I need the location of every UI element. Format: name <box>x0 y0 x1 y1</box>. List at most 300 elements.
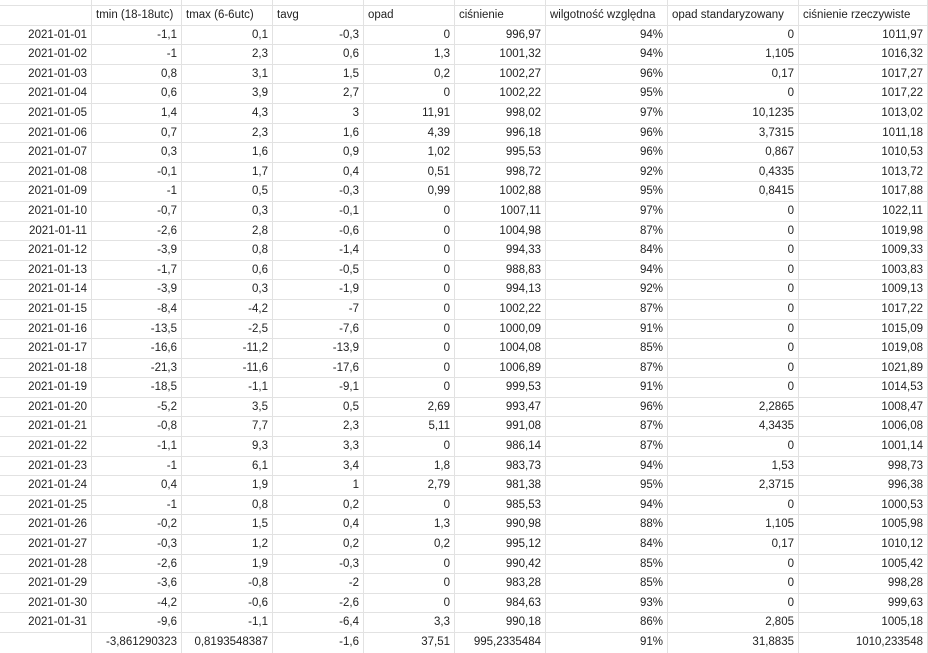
data-cell[interactable]: 0 <box>668 378 799 398</box>
header-cell[interactable]: tmin (18-18utc) <box>92 6 182 26</box>
data-cell[interactable]: 0,3 <box>92 143 182 163</box>
data-cell[interactable]: 95% <box>546 84 668 104</box>
data-cell[interactable]: 995,53 <box>455 143 546 163</box>
data-cell[interactable]: 2,8 <box>182 222 273 242</box>
data-cell[interactable]: 996,38 <box>799 476 928 496</box>
header-cell[interactable]: tmax (6-6utc) <box>182 6 273 26</box>
data-cell[interactable]: 3,1 <box>182 65 273 85</box>
date-cell[interactable]: 2021-01-04 <box>0 84 92 104</box>
data-cell[interactable]: 0,2 <box>364 65 455 85</box>
data-cell[interactable]: 1,3 <box>364 515 455 535</box>
data-cell[interactable]: -1 <box>92 45 182 65</box>
data-cell[interactable]: 85% <box>546 339 668 359</box>
date-cell[interactable]: 2021-01-25 <box>0 496 92 516</box>
data-cell[interactable]: 0 <box>668 574 799 594</box>
data-cell[interactable]: 94% <box>546 261 668 281</box>
data-cell[interactable]: -7,6 <box>273 320 364 340</box>
data-cell[interactable]: -0,2 <box>92 515 182 535</box>
data-cell[interactable]: 95% <box>546 182 668 202</box>
data-cell[interactable]: -3,9 <box>92 241 182 261</box>
header-cell[interactable]: ciśnienie rzeczywiste <box>799 6 928 26</box>
data-cell[interactable]: -16,6 <box>92 339 182 359</box>
data-cell[interactable]: 0 <box>364 300 455 320</box>
data-cell[interactable]: 91% <box>546 320 668 340</box>
data-cell[interactable]: 1019,98 <box>799 222 928 242</box>
data-cell[interactable]: 0 <box>364 241 455 261</box>
date-cell[interactable]: 2021-01-12 <box>0 241 92 261</box>
data-cell[interactable]: 0 <box>668 339 799 359</box>
data-cell[interactable]: -0,6 <box>182 594 273 614</box>
data-cell[interactable]: 1001,32 <box>455 45 546 65</box>
data-cell[interactable]: 0,5 <box>273 398 364 418</box>
data-cell[interactable]: -2,6 <box>273 594 364 614</box>
data-cell[interactable]: 3,4 <box>273 457 364 477</box>
data-cell[interactable]: 994,13 <box>455 280 546 300</box>
date-cell[interactable]: 2021-01-20 <box>0 398 92 418</box>
data-cell[interactable]: 2,69 <box>364 398 455 418</box>
data-cell[interactable]: 87% <box>546 437 668 457</box>
date-cell[interactable]: 2021-01-11 <box>0 222 92 242</box>
header-cell[interactable]: ciśnienie <box>455 6 546 26</box>
data-cell[interactable]: 96% <box>546 398 668 418</box>
date-cell[interactable]: 2021-01-16 <box>0 320 92 340</box>
data-cell[interactable]: 1009,33 <box>799 241 928 261</box>
data-cell[interactable]: 0 <box>668 241 799 261</box>
date-cell[interactable]: 2021-01-22 <box>0 437 92 457</box>
data-cell[interactable]: 1007,11 <box>455 202 546 222</box>
date-cell[interactable]: 2021-01-19 <box>0 378 92 398</box>
data-cell[interactable]: -1 <box>92 182 182 202</box>
data-cell[interactable]: 1001,14 <box>799 437 928 457</box>
data-cell[interactable]: -1,1 <box>92 26 182 46</box>
data-cell[interactable]: 2,2865 <box>668 398 799 418</box>
data-cell[interactable]: 86% <box>546 613 668 633</box>
data-cell[interactable]: 0 <box>364 339 455 359</box>
data-cell[interactable]: 1005,18 <box>799 613 928 633</box>
data-cell[interactable]: 1000,09 <box>455 320 546 340</box>
data-cell[interactable]: -8,4 <box>92 300 182 320</box>
data-cell[interactable]: 0 <box>364 320 455 340</box>
summary-cell[interactable]: -1,6 <box>273 633 364 653</box>
data-cell[interactable]: 1006,89 <box>455 359 546 379</box>
date-cell[interactable]: 2021-01-13 <box>0 261 92 281</box>
data-cell[interactable]: 0,99 <box>364 182 455 202</box>
data-cell[interactable]: 2,3 <box>182 45 273 65</box>
data-cell[interactable]: 990,42 <box>455 555 546 575</box>
data-cell[interactable]: 0,6 <box>182 261 273 281</box>
data-cell[interactable]: 998,02 <box>455 104 546 124</box>
data-cell[interactable]: 0,51 <box>364 163 455 183</box>
date-cell[interactable]: 2021-01-27 <box>0 535 92 555</box>
data-cell[interactable]: 0 <box>668 222 799 242</box>
data-cell[interactable]: 87% <box>546 359 668 379</box>
date-cell[interactable]: 2021-01-14 <box>0 280 92 300</box>
data-cell[interactable]: 4,3435 <box>668 417 799 437</box>
data-cell[interactable]: 85% <box>546 555 668 575</box>
data-cell[interactable]: 0 <box>364 574 455 594</box>
data-cell[interactable]: 990,18 <box>455 613 546 633</box>
date-cell[interactable]: 2021-01-24 <box>0 476 92 496</box>
data-cell[interactable]: 0 <box>668 320 799 340</box>
data-cell[interactable]: 1010,12 <box>799 535 928 555</box>
date-cell[interactable]: 2021-01-10 <box>0 202 92 222</box>
data-cell[interactable]: 0,8 <box>182 241 273 261</box>
data-cell[interactable]: 1004,08 <box>455 339 546 359</box>
data-cell[interactable]: -0,8 <box>182 574 273 594</box>
data-cell[interactable]: 5,11 <box>364 417 455 437</box>
data-cell[interactable]: 1017,88 <box>799 182 928 202</box>
data-cell[interactable]: 0 <box>668 496 799 516</box>
data-cell[interactable]: 0 <box>668 261 799 281</box>
data-cell[interactable]: 0,4 <box>273 515 364 535</box>
data-cell[interactable]: 96% <box>546 124 668 144</box>
data-cell[interactable]: 1,53 <box>668 457 799 477</box>
data-cell[interactable]: 985,53 <box>455 496 546 516</box>
summary-cell[interactable]: 995,2335484 <box>455 633 546 653</box>
date-cell[interactable]: 2021-01-06 <box>0 124 92 144</box>
summary-cell[interactable] <box>0 633 92 653</box>
date-cell[interactable]: 2021-01-28 <box>0 555 92 575</box>
data-cell[interactable]: -1,1 <box>182 378 273 398</box>
data-cell[interactable]: 87% <box>546 417 668 437</box>
date-cell[interactable]: 2021-01-03 <box>0 65 92 85</box>
date-cell[interactable]: 2021-01-08 <box>0 163 92 183</box>
data-cell[interactable]: 94% <box>546 496 668 516</box>
data-rows <box>0 26 928 633</box>
data-cell[interactable]: -2,5 <box>182 320 273 340</box>
data-cell[interactable]: 0 <box>668 359 799 379</box>
data-cell[interactable]: -1,7 <box>92 261 182 281</box>
data-cell[interactable]: -0,5 <box>273 261 364 281</box>
data-cell[interactable]: 1003,83 <box>799 261 928 281</box>
data-cell[interactable]: 999,53 <box>455 378 546 398</box>
data-cell[interactable]: 84% <box>546 241 668 261</box>
summary-cell[interactable]: 37,51 <box>364 633 455 653</box>
data-cell[interactable]: 0,1 <box>182 26 273 46</box>
data-cell[interactable]: -21,3 <box>92 359 182 379</box>
data-cell[interactable]: -6,4 <box>273 613 364 633</box>
data-cell[interactable]: 995,12 <box>455 535 546 555</box>
date-cell[interactable]: 2021-01-02 <box>0 45 92 65</box>
data-cell[interactable]: 0,17 <box>668 65 799 85</box>
date-cell[interactable]: 2021-01-31 <box>0 613 92 633</box>
data-cell[interactable]: 1005,98 <box>799 515 928 535</box>
data-cell[interactable]: 983,73 <box>455 457 546 477</box>
data-cell[interactable]: -1,1 <box>182 613 273 633</box>
data-cell[interactable]: 1,6 <box>182 143 273 163</box>
data-cell[interactable]: 993,47 <box>455 398 546 418</box>
data-cell[interactable]: -1 <box>92 496 182 516</box>
data-cell[interactable]: 0,2 <box>273 496 364 516</box>
data-cell[interactable]: -2 <box>273 574 364 594</box>
data-cell[interactable]: 4,39 <box>364 124 455 144</box>
data-cell[interactable]: 0 <box>668 280 799 300</box>
data-cell[interactable]: 1,9 <box>182 555 273 575</box>
header-cell[interactable]: wilgotność względna <box>546 6 668 26</box>
data-cell[interactable]: 3,9 <box>182 84 273 104</box>
data-cell[interactable]: 94% <box>546 26 668 46</box>
data-cell[interactable]: 1005,42 <box>799 555 928 575</box>
date-cell[interactable]: 2021-01-07 <box>0 143 92 163</box>
header-cell[interactable]: opad standaryzowany <box>668 6 799 26</box>
data-cell[interactable]: -1,4 <box>273 241 364 261</box>
header-cell[interactable]: tavg <box>273 6 364 26</box>
data-cell[interactable]: 0,17 <box>668 535 799 555</box>
data-cell[interactable]: 96% <box>546 143 668 163</box>
data-cell[interactable]: 1011,97 <box>799 26 928 46</box>
data-cell[interactable]: 0 <box>668 300 799 320</box>
data-cell[interactable]: -0,3 <box>273 182 364 202</box>
data-cell[interactable]: -3,6 <box>92 574 182 594</box>
data-cell[interactable]: -18,5 <box>92 378 182 398</box>
data-cell[interactable]: 1006,08 <box>799 417 928 437</box>
data-cell[interactable]: 6,1 <box>182 457 273 477</box>
data-cell[interactable]: 0 <box>668 84 799 104</box>
data-cell[interactable]: 1021,89 <box>799 359 928 379</box>
data-cell[interactable]: 92% <box>546 280 668 300</box>
data-cell[interactable]: -13,9 <box>273 339 364 359</box>
data-cell[interactable]: 0,867 <box>668 143 799 163</box>
header-cell[interactable] <box>0 6 92 26</box>
date-cell[interactable]: 2021-01-15 <box>0 300 92 320</box>
data-cell[interactable]: 0 <box>668 202 799 222</box>
data-cell[interactable]: 988,83 <box>455 261 546 281</box>
data-cell[interactable]: 96% <box>546 65 668 85</box>
data-cell[interactable]: 1,7 <box>182 163 273 183</box>
data-cell[interactable]: 1013,72 <box>799 163 928 183</box>
data-cell[interactable]: 7,7 <box>182 417 273 437</box>
data-cell[interactable]: 95% <box>546 476 668 496</box>
data-cell[interactable]: 84% <box>546 535 668 555</box>
data-cell[interactable]: -3,9 <box>92 280 182 300</box>
data-cell[interactable]: 0 <box>668 555 799 575</box>
data-cell[interactable]: 2,3 <box>273 417 364 437</box>
data-cell[interactable]: 94% <box>546 45 668 65</box>
data-cell[interactable]: 996,97 <box>455 26 546 46</box>
data-cell[interactable]: 0,5 <box>182 182 273 202</box>
data-cell[interactable]: 2,805 <box>668 613 799 633</box>
data-cell[interactable]: -0,1 <box>92 163 182 183</box>
data-cell[interactable]: 0,8 <box>182 496 273 516</box>
data-cell[interactable]: -0,6 <box>273 222 364 242</box>
data-cell[interactable]: 0,8415 <box>668 182 799 202</box>
data-cell[interactable]: 0 <box>364 496 455 516</box>
date-cell[interactable]: 2021-01-30 <box>0 594 92 614</box>
data-cell[interactable]: 1,2 <box>182 535 273 555</box>
data-cell[interactable]: 0 <box>364 222 455 242</box>
data-cell[interactable]: 3,7315 <box>668 124 799 144</box>
data-cell[interactable]: 87% <box>546 300 668 320</box>
data-cell[interactable]: 97% <box>546 202 668 222</box>
data-cell[interactable]: 92% <box>546 163 668 183</box>
data-cell[interactable]: 0 <box>364 202 455 222</box>
date-cell[interactable]: 2021-01-17 <box>0 339 92 359</box>
data-cell[interactable]: 0 <box>364 26 455 46</box>
data-cell[interactable]: 983,28 <box>455 574 546 594</box>
data-cell[interactable]: 1,9 <box>182 476 273 496</box>
summary-cell[interactable]: 1010,233548 <box>799 633 928 653</box>
data-cell[interactable]: -0,8 <box>92 417 182 437</box>
summary-cell[interactable]: 0,8193548387 <box>182 633 273 653</box>
data-cell[interactable]: -0,1 <box>273 202 364 222</box>
data-cell[interactable]: 1000,53 <box>799 496 928 516</box>
data-cell[interactable]: -17,6 <box>273 359 364 379</box>
data-cell[interactable]: 0 <box>364 84 455 104</box>
data-cell[interactable]: -0,3 <box>273 555 364 575</box>
data-cell[interactable]: 0 <box>364 555 455 575</box>
data-cell[interactable]: 0 <box>364 594 455 614</box>
data-cell[interactable]: 0,2 <box>364 535 455 555</box>
data-cell[interactable]: 93% <box>546 594 668 614</box>
data-cell[interactable]: -11,2 <box>182 339 273 359</box>
data-cell[interactable]: -2,6 <box>92 555 182 575</box>
data-cell[interactable]: 0,9 <box>273 143 364 163</box>
data-cell[interactable]: 1,3 <box>364 45 455 65</box>
data-cell[interactable]: 0,7 <box>92 124 182 144</box>
data-cell[interactable]: 986,14 <box>455 437 546 457</box>
data-cell[interactable]: 0 <box>364 280 455 300</box>
data-cell[interactable]: 1,105 <box>668 45 799 65</box>
data-cell[interactable]: 0 <box>668 26 799 46</box>
data-cell[interactable]: 2,3 <box>182 124 273 144</box>
data-cell[interactable]: 0,3 <box>182 280 273 300</box>
data-cell[interactable]: 998,28 <box>799 574 928 594</box>
data-cell[interactable]: 91% <box>546 378 668 398</box>
data-cell[interactable]: 1,105 <box>668 515 799 535</box>
date-cell[interactable]: 2021-01-26 <box>0 515 92 535</box>
data-cell[interactable]: 984,63 <box>455 594 546 614</box>
data-cell[interactable]: -5,2 <box>92 398 182 418</box>
data-cell[interactable]: 88% <box>546 515 668 535</box>
data-cell[interactable]: 0,8 <box>92 65 182 85</box>
data-cell[interactable]: 0 <box>364 378 455 398</box>
data-cell[interactable]: 1008,47 <box>799 398 928 418</box>
data-cell[interactable]: 0,4 <box>273 163 364 183</box>
summary-cell[interactable]: -3,861290323 <box>92 633 182 653</box>
data-cell[interactable]: 0 <box>364 261 455 281</box>
data-cell[interactable]: 1002,22 <box>455 84 546 104</box>
date-cell[interactable]: 2021-01-23 <box>0 457 92 477</box>
data-cell[interactable]: 991,08 <box>455 417 546 437</box>
data-cell[interactable]: 1017,27 <box>799 65 928 85</box>
data-cell[interactable]: -1 <box>92 457 182 477</box>
data-cell[interactable]: 9,3 <box>182 437 273 457</box>
data-cell[interactable]: 0 <box>668 594 799 614</box>
data-cell[interactable]: 97% <box>546 104 668 124</box>
data-cell[interactable]: 996,18 <box>455 124 546 144</box>
data-cell[interactable]: 0 <box>364 359 455 379</box>
data-cell[interactable]: 1022,11 <box>799 202 928 222</box>
data-cell[interactable]: 1013,02 <box>799 104 928 124</box>
table-row <box>0 261 928 281</box>
data-cell[interactable]: 1014,53 <box>799 378 928 398</box>
data-cell[interactable]: 1017,22 <box>799 84 928 104</box>
data-cell[interactable]: 3 <box>273 104 364 124</box>
data-cell[interactable]: 999,63 <box>799 594 928 614</box>
data-cell[interactable]: 990,98 <box>455 515 546 535</box>
data-cell[interactable]: 0 <box>364 437 455 457</box>
data-cell[interactable]: 1019,08 <box>799 339 928 359</box>
data-cell[interactable]: 1,6 <box>273 124 364 144</box>
data-cell[interactable]: 2,7 <box>273 84 364 104</box>
data-cell[interactable]: 85% <box>546 574 668 594</box>
data-cell[interactable]: 1010,53 <box>799 143 928 163</box>
data-cell[interactable]: -1,9 <box>273 280 364 300</box>
data-cell[interactable]: -4,2 <box>92 594 182 614</box>
data-cell[interactable]: 11,91 <box>364 104 455 124</box>
date-cell[interactable]: 2021-01-05 <box>0 104 92 124</box>
data-cell[interactable]: 1002,22 <box>455 300 546 320</box>
data-cell[interactable]: 4,3 <box>182 104 273 124</box>
data-cell[interactable]: 3,3 <box>364 613 455 633</box>
data-cell[interactable]: 0,4335 <box>668 163 799 183</box>
data-cell[interactable]: 3,5 <box>182 398 273 418</box>
data-cell[interactable]: 1 <box>273 476 364 496</box>
data-cell[interactable]: 0,4 <box>92 476 182 496</box>
data-cell[interactable]: -0,7 <box>92 202 182 222</box>
data-cell[interactable]: 1017,22 <box>799 300 928 320</box>
table-row <box>0 515 928 535</box>
data-cell[interactable]: 1,4 <box>92 104 182 124</box>
summary-cell[interactable]: 91% <box>546 633 668 653</box>
data-cell[interactable]: -9,1 <box>273 378 364 398</box>
date-cell[interactable]: 2021-01-29 <box>0 574 92 594</box>
data-cell[interactable]: 994,33 <box>455 241 546 261</box>
data-cell[interactable]: -0,3 <box>92 535 182 555</box>
data-cell[interactable]: 1,02 <box>364 143 455 163</box>
data-cell[interactable]: -7 <box>273 300 364 320</box>
data-cell[interactable]: 1,8 <box>364 457 455 477</box>
data-cell[interactable]: 998,73 <box>799 457 928 477</box>
date-cell[interactable]: 2021-01-01 <box>0 26 92 46</box>
data-cell[interactable]: 87% <box>546 222 668 242</box>
data-cell[interactable]: 2,79 <box>364 476 455 496</box>
data-cell[interactable]: 0 <box>668 437 799 457</box>
data-cell[interactable]: 1,5 <box>273 65 364 85</box>
data-cell[interactable]: 2,3715 <box>668 476 799 496</box>
data-cell[interactable]: -9,6 <box>92 613 182 633</box>
data-cell[interactable]: 1009,13 <box>799 280 928 300</box>
data-cell[interactable]: 1002,88 <box>455 182 546 202</box>
data-cell[interactable]: 1016,32 <box>799 45 928 65</box>
data-cell[interactable]: 1002,27 <box>455 65 546 85</box>
summary-cell[interactable]: 31,8835 <box>668 633 799 653</box>
data-cell[interactable]: 1,5 <box>182 515 273 535</box>
data-cell[interactable]: 3,3 <box>273 437 364 457</box>
data-cell[interactable]: -13,5 <box>92 320 182 340</box>
data-cell[interactable]: -11,6 <box>182 359 273 379</box>
data-cell[interactable]: 94% <box>546 457 668 477</box>
data-cell[interactable]: 0,2 <box>273 535 364 555</box>
header-cell[interactable]: opad <box>364 6 455 26</box>
data-cell[interactable]: 0,3 <box>182 202 273 222</box>
data-cell[interactable]: 0,6 <box>273 45 364 65</box>
date-cell[interactable]: 2021-01-09 <box>0 182 92 202</box>
data-cell[interactable]: 1004,98 <box>455 222 546 242</box>
data-cell[interactable]: -4,2 <box>182 300 273 320</box>
data-cell[interactable]: -1,1 <box>92 437 182 457</box>
date-cell[interactable]: 2021-01-21 <box>0 417 92 437</box>
data-cell[interactable]: 1011,18 <box>799 124 928 144</box>
date-cell[interactable]: 2021-01-18 <box>0 359 92 379</box>
data-cell[interactable]: 981,38 <box>455 476 546 496</box>
data-cell[interactable]: 998,72 <box>455 163 546 183</box>
data-cell[interactable]: 0,6 <box>92 84 182 104</box>
data-cell[interactable]: -2,6 <box>92 222 182 242</box>
data-cell[interactable]: -0,3 <box>273 26 364 46</box>
data-cell[interactable]: 10,1235 <box>668 104 799 124</box>
data-cell[interactable]: 1015,09 <box>799 320 928 340</box>
